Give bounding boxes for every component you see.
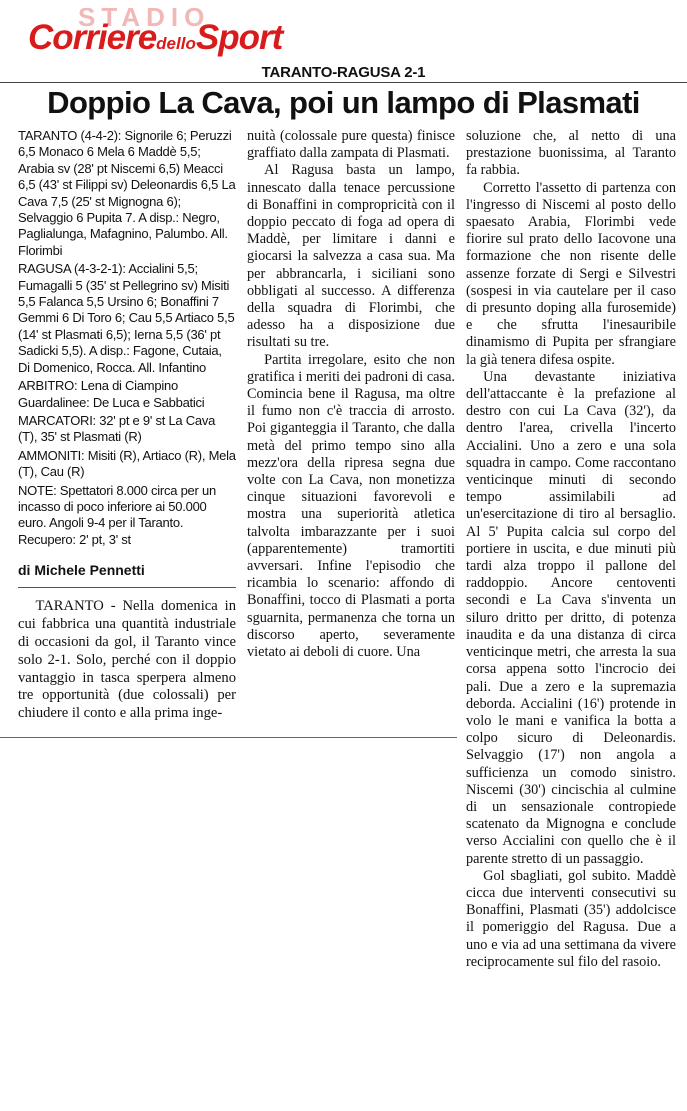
paragraph: Al Ragusa basta un lampo, innescato dalla tenace percussione di Bonaffini in compropricità con il doppio peccato di foga ad opera di Maddè, per limitare i danni e giocarsi la salvezza a casa sua. Ma per abbrancarla, i siciliani sono obbligati al successo. A differenza della squadra di Florimbi, che adesso ha a disposizione due risultati su tre. bbox=[247, 162, 455, 351]
arbitro-text: Lena di Ciampino bbox=[80, 378, 178, 394]
byline-divider bbox=[18, 587, 236, 588]
ragusa-lineup bbox=[18, 261, 236, 376]
ragusa-label: RAGUSA (4-3-2-1): bbox=[18, 261, 126, 277]
column-1 bbox=[18, 128, 236, 723]
paragraph: Gol sbagliati, gol subito. Maddè cicca due interventi consecutivi su Bonaffini, Plasmati (35') addolcisce il pomeriggio del Ragusa. Due a uno e via ad una settimana da vivere reciprocamente sul filo del rasoio. bbox=[466, 867, 676, 970]
paragraph: Corretto l'assetto di partenza con l'ingresso di Niscemi al posto dello spaesato Arabia, Florimbi vede fiorire sul prato dello Iacovone una formazione che non risente delle assenze forzate di Sergi e Silvestri (sospesi in via cautelare per il caso di presunto doping alla furosemide) e che sfrutta l'inesauribile dinamismo di Pupita per sfrangiare la già tenera difesa ospite. bbox=[466, 179, 676, 368]
column-2 bbox=[247, 128, 455, 661]
paragraph: Una devastante iniziativa dell'attaccante è la prefazione al destro con cui La Cava (32'), da dentro l'area, crivella l'incerto Accialini. Uno a zero e una sola squadra in campo. Come raccontano venticinque minuti di secondo tempo assimilabili ad un'esercitazione di tiro al bersaglio. Al 5' Pupita calcia sul corpo del portiere in uscita, e due minuti più tardi alza troppo il pallone del raddoppio. Ancore centoventi secondi e La Cava s'inventa un siluro dritto per dritto, di potenza inaudita e da una distanza di circa venticinque metri, che arresta la sua corsa appena sotto l'incrocio dei pali. Due a zero e la supremazia deborda. Accialini (16') protende in volo le mani e vanifica la botta a colpo sicuro di Deleonardis. Selvaggio (17') non angola a sufficienza un comodo sinistro. Niscemi (30') cincischia al culmine di un sensazionale contropiede scatenato da Mignogna e conclude verso Accialini con quello che è il parente stretto di un passaggio. bbox=[466, 368, 676, 867]
logo-part-sport: Sport bbox=[195, 18, 283, 57]
taranto-label: TARANTO (4-4-2): bbox=[18, 128, 122, 143]
masthead bbox=[28, 8, 328, 60]
note-label: NOTE: bbox=[18, 482, 57, 498]
kicker-divider bbox=[0, 82, 687, 83]
ragusa-text: Accialini 5,5; Fumagalli 5 (35' st Pellegrino sv) Misiti 5,5 Falanca 5,5 Ursino 6; Bonaffini 7 Gemmi 6 Di Toro 6; Cau 5,5 Artiaco 5,5 (14' st Plasmati 6,5); Ierna 5,5 (36' pt Sadicki 5,5). A disp.: Fagone, Cutaia, Di Domenico, Rocca. All. Infantino bbox=[18, 261, 235, 375]
marcatori-label: MARCATORI: bbox=[18, 412, 96, 428]
match-kicker: TARANTO-RAGUSA 2-1 bbox=[261, 64, 426, 81]
column-3 bbox=[466, 128, 676, 971]
masthead-ghost-text: STADIO bbox=[78, 8, 211, 32]
ammoniti-label: AMMONITI: bbox=[18, 447, 85, 463]
headline: Doppio La Cava, poi un lampo di Plasmati bbox=[47, 85, 640, 120]
guardalinee-label: Guardalinee: bbox=[18, 394, 90, 410]
marcatori-text: 32' pt e 9' st La Cava (T), 35' st Plasmati (R) bbox=[18, 412, 216, 445]
bookings bbox=[18, 448, 236, 481]
paragraph: nuità (colossale pure questa) finisce graffiato dalla zampata di Plasmati. bbox=[247, 128, 455, 162]
byline: di Michele Pennetti bbox=[18, 562, 145, 579]
newspaper-logo bbox=[28, 18, 282, 58]
paragraph: Partita irregolare, esito che non gratifica i meriti dei padroni di casa. Comincia bene il Ragusa, ma oltre il fumo non c'è traccia di arrosto. Poi giganteggia il Taranto, che dalla metà del primo tempo sino alla mezz'ora della ripresa segna due volte con La Cava, non monetizza cinque situazioni favorevoli e mostra una superiorità atletica talvolta imbarazzante per i suoi (apparentemente) tramortiti avversari. Infine l'episodio che ricambia lo scenario: affondo di Bonaffini, tocco di Plasmati a porta sguarnita, permanenza che torna un discorso aperto, severamente vietato ai deboli di cuore. Una bbox=[247, 351, 455, 661]
arbitro-label: ARBITRO: bbox=[18, 378, 78, 394]
paragraph: soluzione che, al netto di una prestazione buonissima, al Taranto fa rabbia. bbox=[466, 128, 676, 179]
logo-part-corriere: Corriere bbox=[28, 18, 157, 57]
article-lead bbox=[18, 598, 236, 723]
logo-part-dello: dello bbox=[156, 34, 196, 53]
scorers bbox=[18, 413, 236, 446]
taranto-text: Signorile 6; Peruzzi 6,5 Monaco 6 Mela 6 Maddè 5,5; Arabia sv (28' pt Niscemi 6,5) Meacci 6,5 (43' st Filippi sv) Deleonardis 6,5 La Cava 7,5 (25' st Mignogna 6); Selvaggio 6 Pupita 7. A disp.: Negro, Paglialunga, Mafagnino, Palumbo. All. Florimbi bbox=[18, 128, 236, 258]
dateline: TARANTO - bbox=[35, 598, 116, 615]
match-info-box bbox=[18, 128, 236, 548]
taranto-lineup bbox=[18, 128, 236, 259]
bottom-divider bbox=[0, 737, 457, 738]
guardalinee-text: De Luca e Sabbatici bbox=[92, 394, 205, 410]
ammoniti-text: Misiti (R), Artiaco (R), Mela (T), Cau (R) bbox=[18, 447, 236, 480]
lead-text: Nella domenica in cui fabbrica una quantità industriale di occasioni da gol, il Taranto vince solo 2-1. Solo, perché con il doppio vantaggio in tasca sperpera almeno tre opportunità (due colossali) per chiudere il conto e alla prima inge- bbox=[18, 598, 237, 722]
referee bbox=[18, 378, 236, 411]
notes bbox=[18, 483, 236, 549]
note-text: Spettatori 8.000 circa per un incasso di poco inferiore ai 50.000 euro. Angoli 9-4 per il Taranto. Recupero: 2' pt, 3' st bbox=[18, 482, 216, 547]
